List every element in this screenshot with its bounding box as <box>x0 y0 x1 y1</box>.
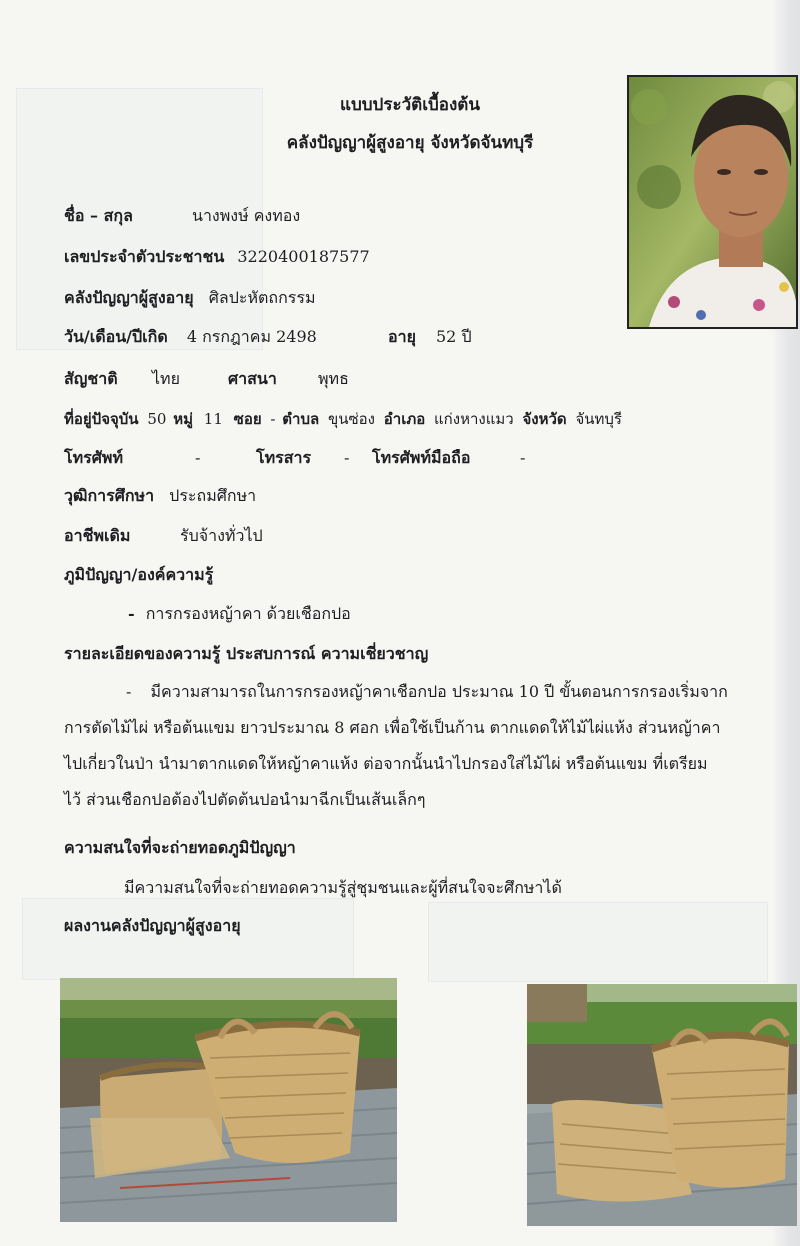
address-number: 50 <box>147 410 167 428</box>
details-heading: รายละเอียดของความรู้ ประสบการณ์ ความเชี่ยวชาญ <box>64 644 429 663</box>
occupation-value: รับจ้างทั่วไป <box>180 526 263 545</box>
details-line-3: ไปเกี่ยวในป่า นำมาตากแดดให้หญ้าคาแห้ง ต่อจากนั้นนำไปกรองใส่ไม้ไผ่ หรือต้นแขม ที่เตรียม <box>64 754 708 773</box>
birth-row <box>64 325 317 349</box>
work-photo-2 <box>527 984 797 1226</box>
amphoe-value: แก่งหางแมว <box>434 410 514 428</box>
tambon-label: ตำบล <box>282 410 320 428</box>
name-row <box>64 204 133 228</box>
wisdom-value: ศิลปะหัตถกรรม <box>208 288 316 307</box>
religion-value: พุทธ <box>318 369 349 388</box>
education-value: ประถมศึกษา <box>169 486 257 505</box>
nationality-row <box>64 367 118 391</box>
education-row <box>64 484 256 508</box>
amphoe-label: อำเภอ <box>383 410 426 428</box>
phone-row <box>64 446 123 470</box>
moo-value: 11 <box>203 410 223 428</box>
address-label: ที่อยู่ปัจจุบัน <box>64 410 139 428</box>
knowledge-bullet: - <box>128 604 135 623</box>
knowledge-item <box>128 602 351 626</box>
interest-text: มีความสนใจที่จะถ่ายทอดความรู้สู่ชุมชนและผู้ที่สนใจจะศึกษาได้ <box>124 878 562 897</box>
works-heading: ผลงานคลังปัญญาผู้สูงอายุ <box>64 916 241 935</box>
province-label: จังหวัด <box>522 410 567 428</box>
religion-label: ศาสนา <box>228 369 277 388</box>
document-header <box>200 86 620 162</box>
interest-heading: ความสนใจที่จะถ่ายทอดภูมิปัญญา <box>64 838 296 857</box>
occupation-row <box>64 524 130 548</box>
details-bullet: - <box>126 682 132 701</box>
mobile-label: โทรศัพท์มือถือ <box>372 448 471 467</box>
id-label: เลขประจำตัวประชาชน <box>64 247 225 266</box>
tambon-value: ขุนซ่อง <box>327 410 375 428</box>
occupation-label: อาชีพเดิม <box>64 526 131 545</box>
fax-value: - <box>344 448 350 467</box>
birth-label: วัน/เดือน/ปีเกิด <box>64 327 168 346</box>
bleed-through-box <box>22 898 354 980</box>
mobile-value: - <box>520 448 526 467</box>
name-label: ชื่อ – สกุล <box>64 206 133 225</box>
moo-label: หมู่ <box>173 410 193 428</box>
details-paragraph <box>64 674 780 818</box>
document-subtitle: คลังปัญญาผู้สูงอายุ จังหวัดจันทบุรี <box>286 133 534 153</box>
work-photo-1 <box>60 978 397 1222</box>
birth-value: 4 กรกฎาคม 2498 <box>186 327 317 346</box>
knowledge-item-text: การกรองหญ้าคา ด้วยเชือกปอ <box>145 604 351 623</box>
nationality-label: สัญชาติ <box>64 369 118 388</box>
education-label: วุฒิการศึกษา <box>64 486 155 505</box>
province-value: จันทบุรี <box>575 410 622 428</box>
fax-label: โทรสาร <box>256 448 312 467</box>
details-line-4: ไว้ ส่วนเชือกปอต้องไปตัดต้นปอนำมาฉีกเป็นเส้นเล็กๆ <box>64 790 426 809</box>
id-row <box>64 245 370 269</box>
details-line-2: การตัดไม้ไผ่ หรือต้นแขม ยาวประมาณ 8 ศอก เพื่อใช้เป็นก้าน ตากแดดให้ไม้ไผ่แห้ง ส่วนหญ้าคา <box>64 718 721 737</box>
address-row <box>64 407 622 431</box>
age-label: อายุ <box>388 327 416 346</box>
soi-label: ซอย <box>233 410 262 428</box>
wisdom-row <box>64 286 316 310</box>
age-value: 52 ปี <box>436 327 472 346</box>
document-title: แบบประวัติเบื้องต้น <box>340 95 480 115</box>
bleed-through-box <box>428 902 768 982</box>
phone-value: - <box>195 448 201 467</box>
knowledge-heading: ภูมิปัญญา/องค์ความรู้ <box>64 565 214 584</box>
soi-value: - <box>270 410 276 428</box>
name-value: นางพงษ์ คงทอง <box>192 206 301 225</box>
id-value: 3220400187577 <box>237 247 370 266</box>
nationality-value: ไทย <box>152 369 180 388</box>
details-line-1: มีความสามารถในการกรองหญ้าคาเชือกปอ ประมาณ 10 ปี ขั้นตอนการกรองเริ่มจาก <box>150 682 728 701</box>
portrait-photo <box>627 75 798 329</box>
wisdom-label: คลังปัญญาผู้สูงอายุ <box>64 288 194 307</box>
phone-label: โทรศัพท์ <box>64 448 123 467</box>
